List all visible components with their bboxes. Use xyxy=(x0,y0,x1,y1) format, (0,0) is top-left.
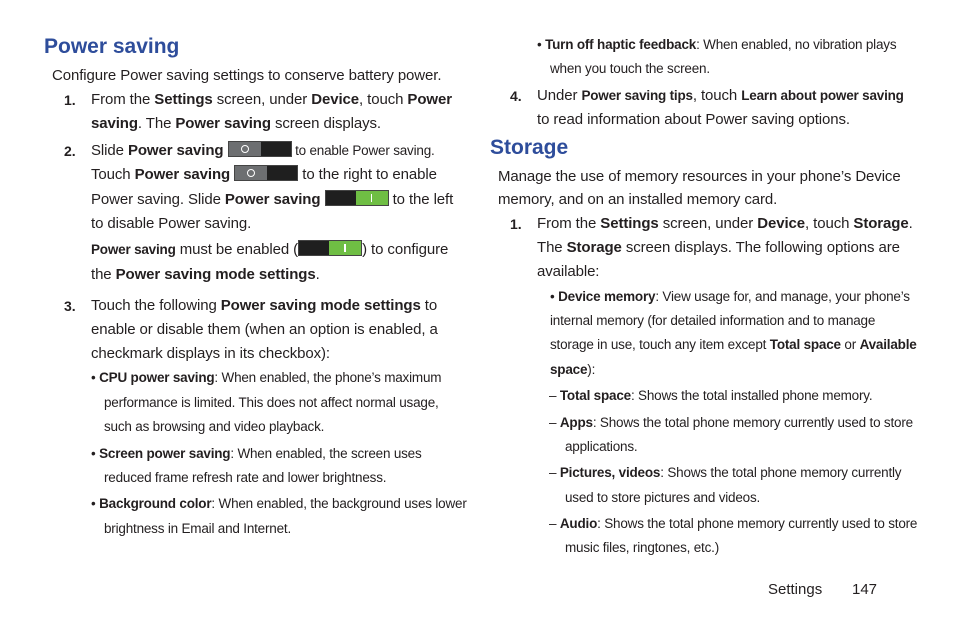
power-saving-intro: Configure Power saving settings to conserve battery power. xyxy=(52,67,442,84)
step-3-line-1: Touch the following Power saving mode settings to xyxy=(91,297,438,314)
subitem-line: music files, ringtones, etc.) xyxy=(565,540,720,555)
step-2-line-2: Touch Power saving to the right to enable xyxy=(91,166,437,183)
step-2-line-3: Power saving. Slide Power saving to the left xyxy=(91,191,454,208)
bullet-device-memory: • Device memory: View usage for, and manage, your phone’s xyxy=(550,289,910,304)
toggle-on-icon xyxy=(325,190,389,206)
bullet-screen-power-saving: • Screen power saving: When enabled, the screen uses xyxy=(91,446,422,461)
bullet-turn-off-haptic-feedback: • Turn off haptic feedback: When enabled, no vibration plays xyxy=(537,37,897,52)
bullet-line: such as browsing and video playback. xyxy=(104,419,325,434)
storage-intro-line-1: Manage the use of memory resources in your phone’s Device xyxy=(498,168,901,185)
step-1-line-1: From the Settings screen, under Device, touch Power xyxy=(91,91,452,108)
step-4-line-2: to read information about Power saving options. xyxy=(537,111,850,128)
step-number: 3. xyxy=(64,298,76,314)
section-title-storage: Storage xyxy=(490,136,569,159)
footer-section-name: Settings xyxy=(768,581,823,598)
step-number: 2. xyxy=(64,143,76,159)
step-2-line-1: Slide Power saving to enable Power saving. xyxy=(91,142,435,159)
step-2-line-4: to disable Power saving. xyxy=(91,215,252,232)
toggle-on-icon xyxy=(298,240,362,256)
subitem-apps: – Apps: Shows the total phone memory currently used to store xyxy=(549,415,913,430)
storage-intro-line-2: memory, and on an installed memory card. xyxy=(498,191,778,208)
step-3-line-2: enable or disable them (when an option is enabled, a xyxy=(91,321,438,338)
storage-step-1-line-1: From the Settings screen, under Device, touch Storage. xyxy=(537,215,913,232)
step-number: 4. xyxy=(510,88,522,104)
step-1-line-2: saving. The Power saving screen displays. xyxy=(91,115,381,132)
storage-step-1-line-3: available: xyxy=(537,263,600,280)
step-2-line-5: Power saving must be enabled ( ) to configure xyxy=(91,241,449,258)
bullet-line: storage in use, touch any item except Total space or Available xyxy=(550,337,917,352)
bullet-line: reduced frame refresh rate and lower brightness. xyxy=(104,470,387,485)
section-title-power-saving: Power saving xyxy=(44,35,180,58)
footer-page-number: 147 xyxy=(852,581,878,598)
step-number: 1. xyxy=(510,216,522,232)
subitem-audio: – Audio: Shows the total phone memory currently used to store xyxy=(549,516,918,531)
step-4-line-1: Under Power saving tips, touch Learn about power saving xyxy=(537,87,904,104)
toggle-off-icon xyxy=(234,165,298,181)
step-number: 1. xyxy=(64,92,76,108)
subitem-total-space: – Total space: Shows the total installed phone memory. xyxy=(549,388,873,403)
step-3-line-3: checkmark displays in its checkbox): xyxy=(91,345,330,362)
toggle-off-icon xyxy=(228,141,292,157)
bullet-background-color: • Background color: When enabled, the background uses lower xyxy=(91,496,467,511)
bullet-line: internal memory (for detailed information and to manage xyxy=(550,313,876,328)
subitem-line: applications. xyxy=(565,439,638,454)
subitem-pictures-videos: – Pictures, videos: Shows the total phone memory currently xyxy=(549,465,902,480)
storage-step-1-line-2: The Storage screen displays. The following options are xyxy=(537,239,900,256)
bullet-line: space): xyxy=(550,362,596,377)
bullet-line: brightness in Email and Internet. xyxy=(104,521,292,536)
bullet-line: performance is limited. This does not affect normal usage, xyxy=(104,395,439,410)
subitem-line: used to store pictures and videos. xyxy=(565,490,761,505)
bullet-line: when you touch the screen. xyxy=(550,61,710,76)
bullet-cpu-power-saving: • CPU power saving: When enabled, the phone’s maximum xyxy=(91,370,442,385)
step-2-line-6: the Power saving mode settings. xyxy=(91,266,320,283)
